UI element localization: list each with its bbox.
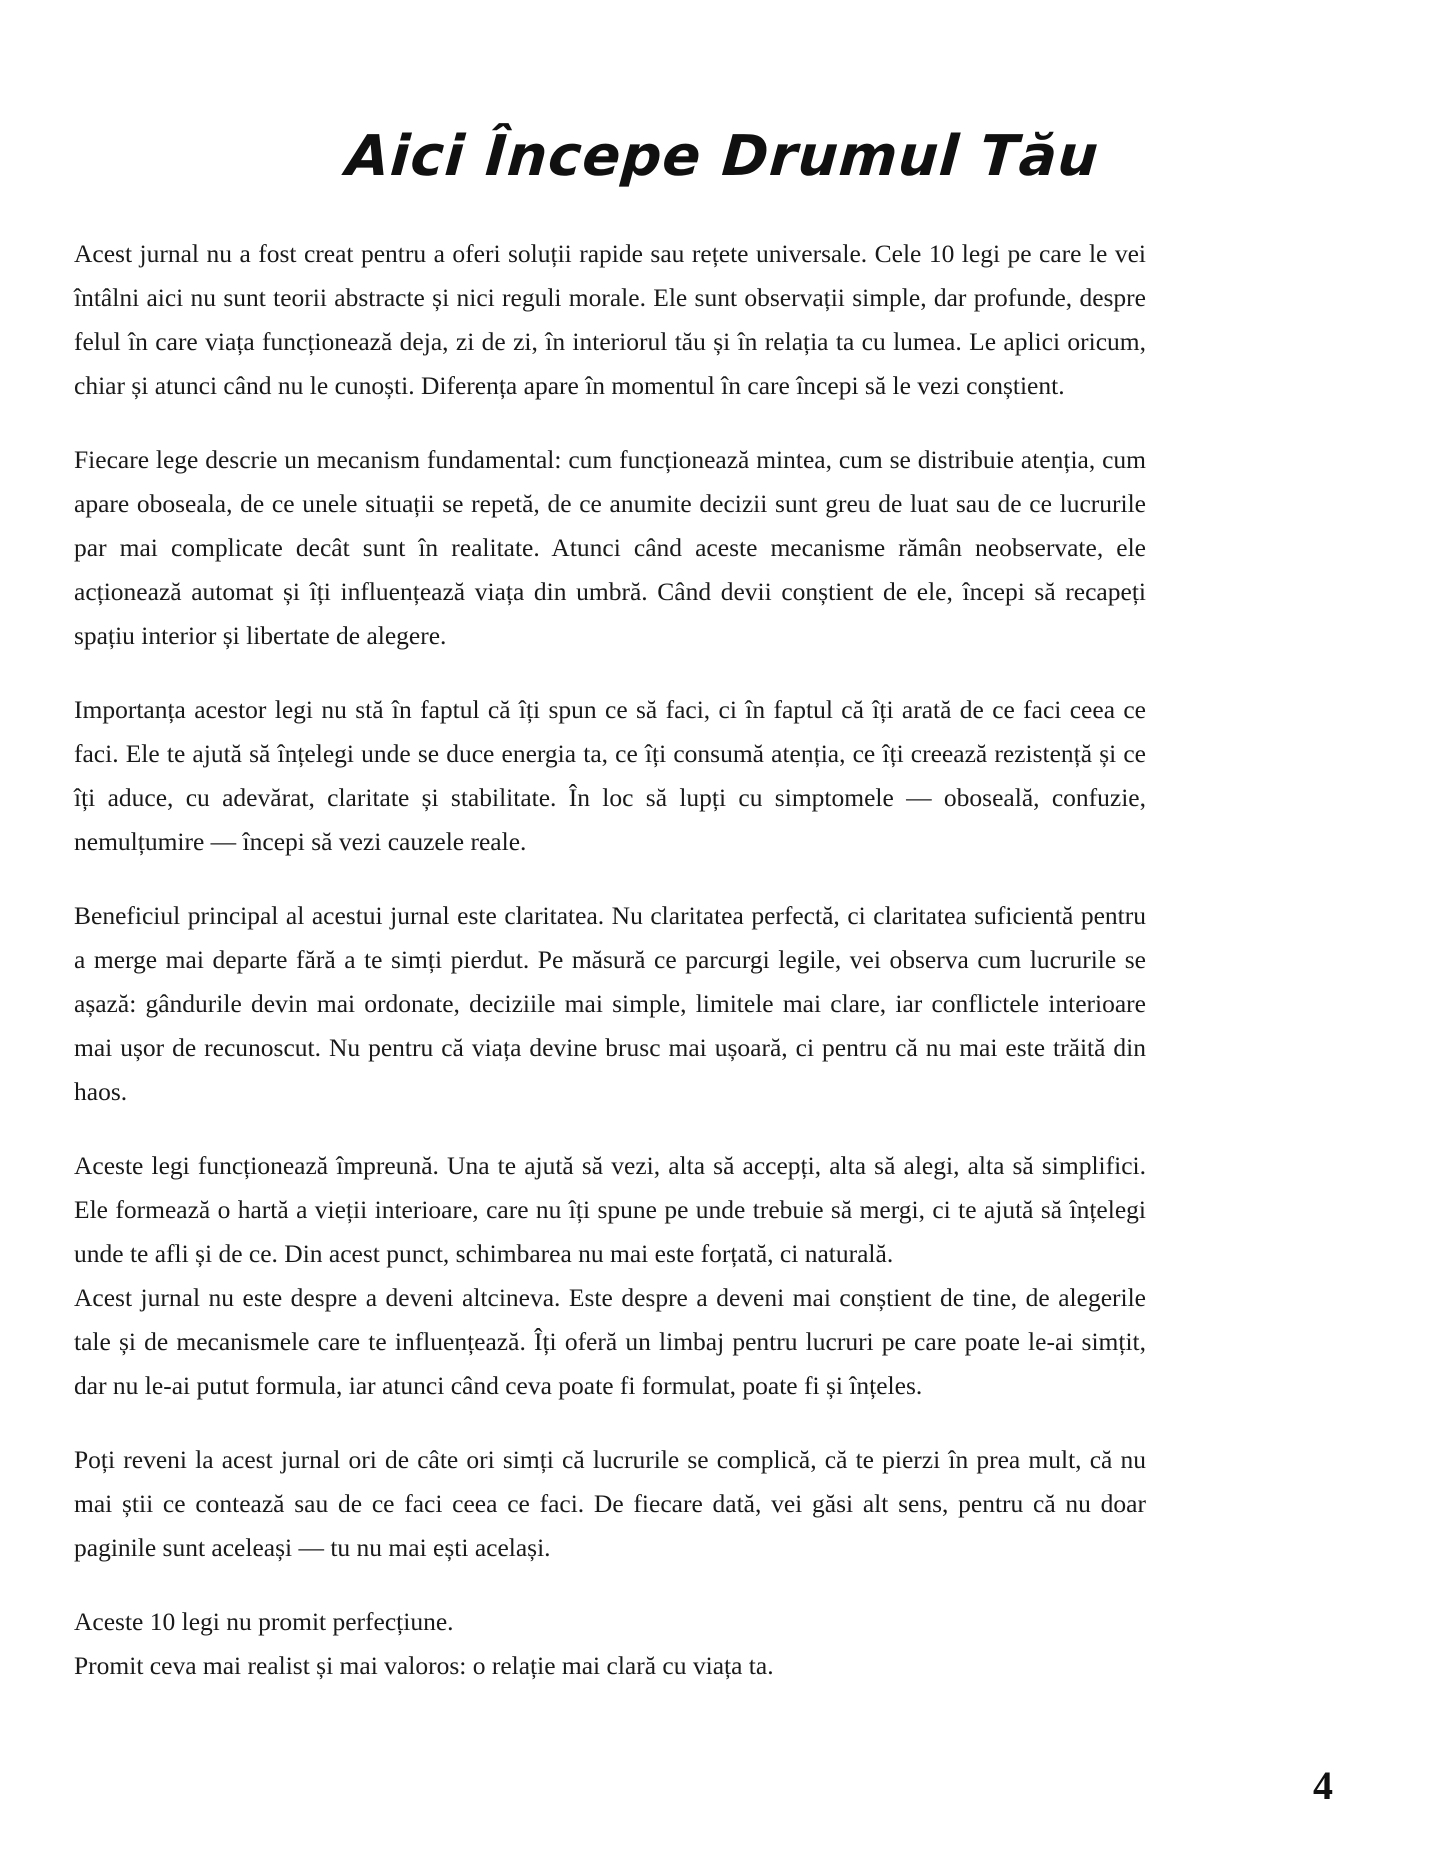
body-paragraph-6: Acest jurnal nu este despre a deveni altcineva. Este despre a deveni mai conștient de tine, de alegerile tale și de mecanismele care te influențează. Îți oferă un limbaj pentru lucruri pe care poate le-ai simțit, dar nu le-ai putut formula, iar atunci când ceva poate fi formulat, poate fi și înțeles. <box>74 1283 1146 1400</box>
body-paragraph-2: Fiecare lege descrie un mecanism fundamental: cum funcționează mintea, cum se distribuie atenția, cum apare oboseala, de ce unele situații se repetă, de ce anumite decizii sunt greu de luat sau de ce lucrurile par mai complicate decât sunt în realitate. Atunci când aceste mecanisme rămân neobservate, ele acționează automat și îți influențează viața din umbră. Când devii conștient de ele, începi să recapeți spațiu interior și libertate de alegere. <box>74 445 1146 650</box>
document-body <box>74 232 1146 1688</box>
body-paragraph-4: Beneficiul principal al acestui jurnal este claritatea. Nu claritatea perfectă, ci claritatea suficientă pentru a merge mai departe fără a te simți pierdut. Pe măsură ce parcurgi legile, vei observa cum lucrurile se așază: gândurile devin mai ordonate, deciziile mai simple, limitele mai clare, iar conflictele interioare mai ușor de recunoscut. Nu pentru că viața devine brusc mai ușoară, ci pentru că nu mai este trăită din haos. <box>74 901 1146 1106</box>
body-paragraph-3: Importanța acestor legi nu stă în faptul că îți spun ce să faci, ci în faptul că îți arată de ce faci ceea ce faci. Ele te ajută să înțelegi unde se duce energia ta, ce îți consumă atenția, ce îți creează rezistență și ce îți aduce, cu adevărat, claritate și stabilitate. În loc să lupți cu simptomele — oboseală, confuzie, nemulțumire — începi să vezi cauzele reale. <box>74 695 1146 856</box>
body-paragraph-5: Aceste legi funcționează împreună. Una te ajută să vezi, alta să accepți, alta să alegi, alta să simplifici. Ele formează o hartă a vieții interioare, care nu îți spune pe unde trebuie să mergi, ci te ajută să înțelegi unde te afli și de ce. Din acest punct, schimbarea nu mai este forțată, ci naturală. <box>74 1151 1146 1268</box>
closing-line-2: Promit ceva mai realist și mai valoros: o relație mai clară cu viața ta. <box>74 1651 774 1680</box>
page-title: Aici Începe Drumul Tău <box>343 123 1102 189</box>
body-paragraph-1: Acest jurnal nu a fost creat pentru a oferi soluții rapide sau rețete universale. Cele 10 legi pe care le vei întâlni aici nu sunt teorii abstracte și nici reguli morale. Ele sunt observații simple, dar profunde, despre felul în care viața funcționează deja, zi de zi, în interiorul tău și în relația ta cu lumea. Le aplici oricum, chiar și atunci când nu le cunoști. Diferența apare în momentul în care începi să le vezi conștient. <box>74 239 1146 400</box>
body-paragraph-7: Poți reveni la acest jurnal ori de câte ori simți că lucrurile se complică, că te pierzi în prea mult, că nu mai știi ce contează sau de ce faci ceea ce faci. De fiecare dată, vei găsi alt sens, pentru că nu doar paginile sunt aceleași — tu nu mai ești același. <box>74 1445 1146 1562</box>
closing-line-1: Aceste 10 legi nu promit perfecțiune. <box>74 1607 454 1636</box>
page-number: 4 <box>1313 1763 1333 1808</box>
